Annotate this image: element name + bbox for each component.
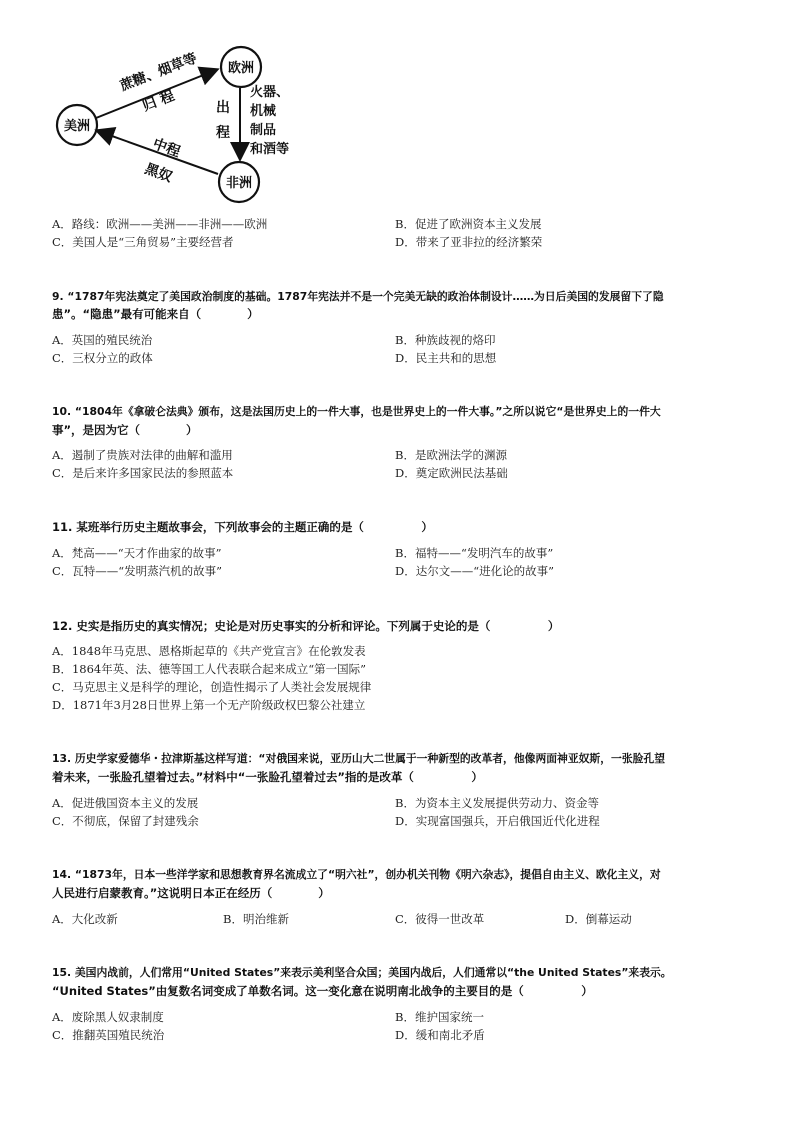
q11-stem: 11. 某班举行历史主题故事会，下列故事会的主题正确的是（ ） xyxy=(52,520,433,534)
q11-option-d[interactable]: D．达尔文——“进化论的故事” xyxy=(395,564,554,578)
q14-stem-line1: 14. “1873年，日本一些洋学家和思想教育界名流成立了“明六社”，创办机关刊物《明六杂志》，提倡自由主义、欧化主义，对 xyxy=(52,868,661,881)
q12-option-a[interactable]: A．1848年马克思、恩格斯起草的《共产党宣言》在伦敦发表 xyxy=(52,644,366,658)
out-goods-3: 制品 xyxy=(250,123,277,138)
q15-stem-line1: 15. 美国内战前，人们常用“United States”来表示美利坚合众国；美国内战后，人们通常以“the United States”来表示。 xyxy=(52,966,672,979)
q9-option-a[interactable]: A．英国的殖民统治 xyxy=(52,333,153,347)
return-goods-label: 蔗糖、烟草等 xyxy=(117,50,200,95)
middle-route-label: 中程 xyxy=(150,135,183,161)
q15-option-d[interactable]: D．缓和南北矛盾 xyxy=(395,1028,485,1042)
q8-option-a[interactable]: A．路线：欧洲——美洲——非洲——欧洲 xyxy=(52,217,268,231)
europe-label: 欧洲 xyxy=(227,61,255,76)
america-label: 美洲 xyxy=(63,119,91,134)
triangle-trade-diagram xyxy=(30,30,350,240)
q11-option-c[interactable]: C．瓦特——“发明蒸汽机的故事” xyxy=(52,564,223,578)
out-goods-1: 火器、 xyxy=(250,85,290,100)
q14-option-b[interactable]: B．明治维新 xyxy=(223,912,289,926)
q15-option-b[interactable]: B．维护国家统一 xyxy=(395,1010,484,1024)
q12-option-d[interactable]: D．1871年3月28日世界上第一个无产阶级政权巴黎公社建立 xyxy=(52,698,366,712)
q14-option-c[interactable]: C．彼得一世改革 xyxy=(395,912,485,926)
out-route-label-2: 程 xyxy=(216,125,230,141)
q10-stem-line1: 10. “1804年《拿破仑法典》颁布，这是法国历史上的一件大事，也是世界史上的一件大事。”之所以说它“是世界史上的一件大 xyxy=(52,405,661,418)
out-goods-2: 机械 xyxy=(250,104,277,119)
q12-option-c[interactable]: C．马克思主义是科学的理论，创造性揭示了人类社会发展规律 xyxy=(52,680,372,694)
q9-option-b[interactable]: B．种族歧视的烙印 xyxy=(395,333,496,347)
out-route-label-1: 出 xyxy=(216,100,230,116)
q14-option-a[interactable]: A．大化改新 xyxy=(52,912,118,926)
q12-stem: 12. 史实是指历史的真实情况；史论是对历史事实的分析和评论。下列属于史论的是（ ） xyxy=(52,619,560,633)
q14-stem-line2: 人民进行启蒙教育。”这说明日本正在经历（ ） xyxy=(52,886,330,900)
middle-goods-label: 黑奴 xyxy=(142,160,175,186)
q10-stem-line2: 事”，是因为它（ ） xyxy=(52,423,198,437)
q15-stem-line2: “United States”由复数名词变成了单数名词。这一变化意在说明南北战争的主要目的是（ ） xyxy=(52,984,593,998)
q13-option-d[interactable]: D．实现富国强兵，开启俄国近代化进程 xyxy=(395,814,600,828)
q10-option-b[interactable]: B．是欧洲法学的渊源 xyxy=(395,448,507,462)
q9-option-d[interactable]: D．民主共和的思想 xyxy=(395,351,497,365)
q13-option-b[interactable]: B．为资本主义发展提供劳动力、资金等 xyxy=(395,796,599,810)
q11-option-a[interactable]: A．梵高——“天才作曲家的故事” xyxy=(52,546,222,560)
q15-option-c[interactable]: C．推翻英国殖民统治 xyxy=(52,1028,165,1042)
q15-option-a[interactable]: A．废除黑人奴隶制度 xyxy=(52,1010,164,1024)
q9-stem-line1: 9. “1787年宪法奠定了美国政治制度的基础。1787年宪法并不是一个完美无缺的政治体制设计……为日后美国的发展留下了隐 xyxy=(52,290,664,303)
q11-option-b[interactable]: B．福特——“发明汽车的故事” xyxy=(395,546,554,560)
q13-stem-line1: 13. 历史学家爱德华・拉津斯基这样写道：“对俄国来说，亚历山大二世属于一种新型的改革者，他像两面神亚奴斯，一张脸孔望 xyxy=(52,752,666,765)
q13-option-c[interactable]: C．不彻底，保留了封建残余 xyxy=(52,814,199,828)
q9-stem-line2: 患”。“隐患”最有可能来自（ ） xyxy=(52,307,259,321)
q10-option-a[interactable]: A．遏制了贵族对法律的曲解和滥用 xyxy=(52,448,233,462)
q8-option-b[interactable]: B．促进了欧洲资本主义发展 xyxy=(395,217,542,231)
out-goods-4: 和酒等 xyxy=(250,142,290,157)
q10-option-d[interactable]: D．奠定欧洲民法基础 xyxy=(395,466,508,480)
q10-option-c[interactable]: C．是后来许多国家民法的参照蓝本 xyxy=(52,466,234,480)
return-route-label: 归 程 xyxy=(140,87,177,115)
q9-option-c[interactable]: C．三权分立的政体 xyxy=(52,351,153,365)
q14-option-d[interactable]: D．倒幕运动 xyxy=(565,912,632,926)
q8-option-c[interactable]: C．美国人是“三角贸易”主要经营者 xyxy=(52,235,234,249)
q13-stem-line2: 着未来，一张脸孔望着过去。”材料中“一张脸孔望着过去”指的是改革（ ） xyxy=(52,770,483,784)
q8-option-d[interactable]: D．带来了亚非拉的经济繁荣 xyxy=(395,235,543,249)
q13-option-a[interactable]: A．促进俄国资本主义的发展 xyxy=(52,796,199,810)
africa-label: 非洲 xyxy=(225,176,253,191)
q12-option-b[interactable]: B．1864年英、法、德等国工人代表联合起来成立“第一国际” xyxy=(52,662,366,676)
